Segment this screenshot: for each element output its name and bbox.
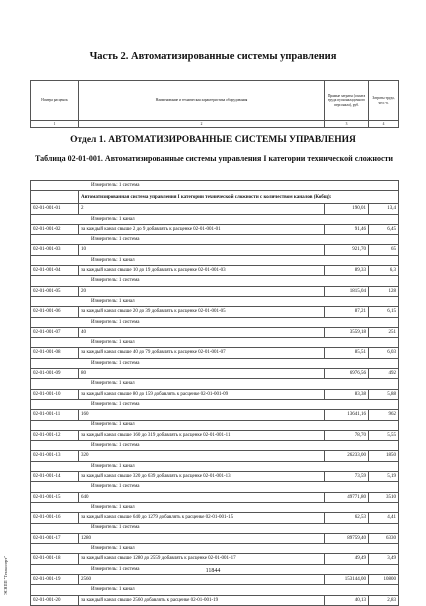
rates-table [30,180,399,606]
header-num-4: 4 [369,121,399,128]
measure-row [31,255,399,265]
measure-text: Измеритель: 1 система [31,276,399,286]
table-row [31,533,399,543]
group-heading-code [31,191,79,204]
side-watermark [3,515,11,595]
rate-cost: 78,70 [325,430,369,440]
rate-cost: 26233,00 [325,451,369,461]
rate-description: 640 [79,492,325,502]
rate-description: 320 [79,451,325,461]
rate-code: 02-01-001-20 [31,595,79,605]
rate-cost: 87,21 [325,307,369,317]
measure-text: Измеритель: 1 система [31,358,399,368]
rate-cost: 3559,18 [325,327,369,337]
rate-labor: 1850 [369,451,399,461]
table-row [31,327,399,337]
table-row [31,348,399,358]
rate-labor: 492 [369,369,399,379]
measure-row [31,276,399,286]
rate-description: 2560 [79,574,325,584]
rate-cost: 83,38 [325,389,369,399]
column-header-table [30,80,399,128]
measure-row [31,585,399,595]
header-codes: Номера расценок [31,81,79,121]
measure-text: Измеритель: 1 система [31,482,399,492]
measure-row [31,181,399,191]
rate-labor: 65 [369,245,399,255]
rate-code: 02-01-001-09 [31,369,79,379]
rate-code: 02-01-001-07 [31,327,79,337]
rate-description: 40 [79,327,325,337]
rate-code: 02-01-001-15 [31,492,79,502]
group-heading-text: Автоматизированная система управления I категории технической сложности с количеством каналов (Кобщ): [79,191,399,204]
table-row [31,245,399,255]
measure-text: Измеритель: 1 система [31,235,399,245]
rate-labor: 6,3 [369,266,399,276]
measure-text: Измеритель: 1 система [31,399,399,409]
rate-cost: 40,13 [325,595,369,605]
rate-cost: 89,33 [325,266,369,276]
rate-description: за каждый канал свыше 40 до 79 добавлять к расценке 02-01-001-07 [79,348,325,358]
header-direct-costs: Прямые затраты (оплата труда пусконаладочного персонала), руб. [325,81,369,121]
rate-cost: 190,01 [325,204,369,214]
measure-row [31,317,399,327]
rate-labor: 962 [369,410,399,420]
rate-code: 02-01-001-10 [31,389,79,399]
measure-text: Измеритель: 1 система [31,441,399,451]
table-row [31,472,399,482]
rate-description: 2 [79,204,325,214]
table-row [31,224,399,234]
rate-labor: 6,03 [369,348,399,358]
measure-text: Измеритель: 1 система [31,317,399,327]
measure-row [31,296,399,306]
measure-text: Измеритель: 1 канал [31,296,399,306]
rate-code: 02-01-001-06 [31,307,79,317]
table-row [31,204,399,214]
rate-description: за каждый канал свыше 2560 добавлять к расценке 02-01-001-19 [79,595,325,605]
rate-labor: 6,15 [369,307,399,317]
rate-description: 20 [79,286,325,296]
rate-cost: 85,51 [325,348,369,358]
measure-row [31,338,399,348]
measure-row [31,235,399,245]
rate-cost: 89759,40 [325,533,369,543]
rate-labor: 2,83 [369,595,399,605]
rate-labor: 4,41 [369,513,399,523]
rate-code: 02-01-001-08 [31,348,79,358]
rate-description: 10 [79,245,325,255]
measure-text: Измеритель: 1 канал [31,338,399,348]
rate-code: 02-01-001-16 [31,513,79,523]
measure-text: Измеритель: 1 канал [31,214,399,224]
rate-labor: 6,45 [369,224,399,234]
rate-cost: 91,46 [325,224,369,234]
measure-row [31,214,399,224]
measure-text: Измеритель: 1 канал [31,255,399,265]
rate-cost: 73,59 [325,472,369,482]
section-title: Отдел 1. АВТОМАТИЗИРОВАННЫЕ СИСТЕМЫ УПРАВЛЕНИЯ [70,135,356,145]
table-row [31,574,399,584]
rate-cost: 13641,16 [325,410,369,420]
rate-code: 02-01-001-02 [31,224,79,234]
rate-labor: 3,49 [369,554,399,564]
rate-labor: 10800 [369,574,399,584]
measure-row [31,461,399,471]
rate-description: за каждый канал свыше 20 до 39 добавлять к расценке 02-01-001-05 [79,307,325,317]
rate-code: 02-01-001-01 [31,204,79,214]
measure-row [31,379,399,389]
table-row [31,410,399,420]
rate-cost: 1815,04 [325,286,369,296]
rate-description: за каждый канал свыше 2 до 9 добавлять к расценке 02-01-001-01 [79,224,325,234]
rate-labor: 5,55 [369,430,399,440]
table-row [31,430,399,440]
measure-row [31,399,399,409]
measure-row [31,420,399,430]
measure-text: Измеритель: 1 канал [31,420,399,430]
rate-description: 1280 [79,533,325,543]
table-row [31,266,399,276]
measure-row [31,358,399,368]
header-labor: Затраты труда, чел.-ч. [369,81,399,121]
table-row [31,513,399,523]
header-num-3: 3 [325,121,369,128]
rate-cost: 62,53 [325,513,369,523]
rate-labor: 251 [369,327,399,337]
table-row [31,286,399,296]
measure-row [31,482,399,492]
rate-labor: 3510 [369,492,399,502]
rate-description: за каждый канал свыше 10 до 19 добавлять к расценке 02-01-001-03 [79,266,325,276]
measure-text: Измеритель: 1 система [31,181,399,191]
rate-description: за каждый канал свыше 640 до 1279 добавлять к расценке 02-01-001-15 [79,513,325,523]
table-row [31,492,399,502]
part-title: Часть 2. Автоматизированные системы управления [89,51,337,62]
rate-code: 02-01-001-04 [31,266,79,276]
table-row [31,307,399,317]
rate-labor: 13,4 [369,204,399,214]
rate-description: 160 [79,410,325,420]
table-row [31,369,399,379]
table-title: Таблица 02-01-001. Автоматизированные системы управления I категории технической сложности [34,154,394,163]
header-num-1: 1 [31,121,79,128]
rate-code: 02-01-001-14 [31,472,79,482]
rate-cost: 921,70 [325,245,369,255]
group-heading-row [31,191,399,204]
measure-text: Измеритель: 1 канал [31,461,399,471]
rate-code: 02-01-001-03 [31,245,79,255]
measure-text: Измеритель: 1 система [31,523,399,533]
rate-code: 02-01-001-12 [31,430,79,440]
rate-code: 02-01-001-11 [31,410,79,420]
rate-labor: 5,88 [369,389,399,399]
measure-row [31,544,399,554]
rate-description: за каждый канал свыше 1280 до 2559 добавлять к расценке 02-01-001-17 [79,554,325,564]
header-description: Наименование и техническая характеристика оборудования [79,81,325,121]
rate-code: 02-01-001-13 [31,451,79,461]
rate-cost: 153144,00 [325,574,369,584]
rate-code: 02-01-001-18 [31,554,79,564]
rate-cost: 49,49 [325,554,369,564]
rate-code: 02-01-001-05 [31,286,79,296]
rate-labor: 5,19 [369,472,399,482]
rate-code: 02-01-001-19 [31,574,79,584]
table-row [31,554,399,564]
side-watermark-text: ЭСНПП "Техэксперт" [3,556,8,595]
rate-description: за каждый канал свыше 80 до 159 добавлять к расценке 02-01-001-09 [79,389,325,399]
measure-row [31,441,399,451]
rate-code: 02-01-001-17 [31,533,79,543]
rate-description: за каждый канал свыше 320 до 639 добавлять к расценке 02-01-001-13 [79,472,325,482]
table-row [31,595,399,605]
table-row [31,451,399,461]
measure-row [31,523,399,533]
measure-text: Измеритель: 1 система [31,564,399,574]
rate-cost: 49771,80 [325,492,369,502]
measure-text: Измеритель: 1 канал [31,585,399,595]
measure-text: Измеритель: 1 канал [31,502,399,512]
measure-row [31,502,399,512]
measure-text: Измеритель: 1 канал [31,379,399,389]
rate-description: за каждый канал свыше 160 до 319 добавлять к расценке 02-01-001-11 [79,430,325,440]
rate-labor: 6330 [369,533,399,543]
rate-cost: 6976,56 [325,369,369,379]
rate-labor: 128 [369,286,399,296]
table-row [31,389,399,399]
measure-text: Измеритель: 1 канал [31,544,399,554]
page-number: 11844 [205,568,221,574]
rate-description: 80 [79,369,325,379]
header-num-2: 2 [79,121,325,128]
